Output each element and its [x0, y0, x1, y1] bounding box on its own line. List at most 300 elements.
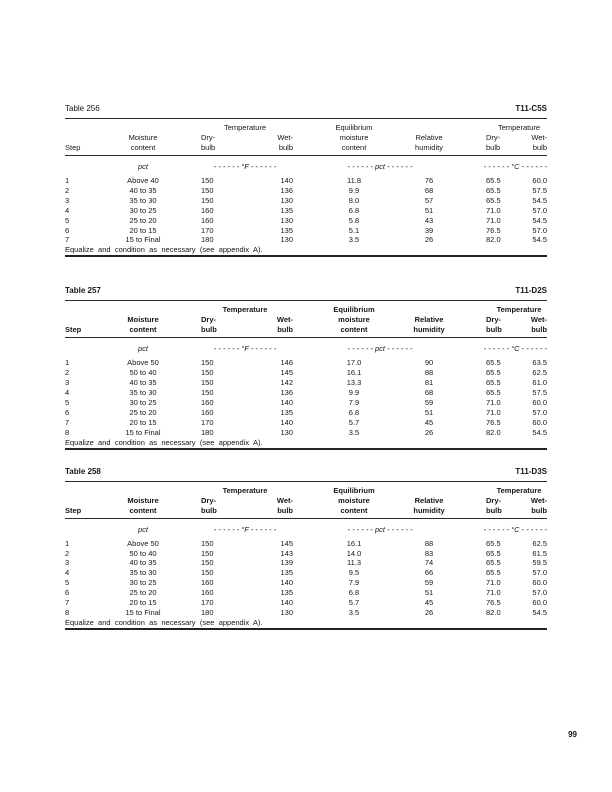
- cell-wet-bulb-f: 145: [280, 538, 294, 548]
- table-row: [65, 368, 547, 378]
- cell-relative-humidity: 39: [424, 225, 434, 235]
- cell-step: 4: [65, 388, 70, 398]
- cell-moisture-content: 15 to Final: [125, 235, 161, 245]
- temperature-f-group-label: Temperature: [222, 305, 268, 315]
- moisture-header-line1: Moisture: [127, 315, 159, 325]
- cell-step: 2: [65, 548, 70, 558]
- cell-wet-bulb-f: 135: [280, 568, 294, 578]
- cell-emc: 6.8: [348, 205, 360, 215]
- cell-dry-bulb-f: 150: [201, 388, 214, 398]
- cell-wet-bulb-c: 63.5: [532, 358, 548, 368]
- cell-wet-bulb-c: 54.5: [532, 427, 548, 437]
- cell-emc: 13.3: [346, 378, 362, 388]
- table-grid: [65, 300, 547, 449]
- relative-humidity-header-line2: humidity: [413, 325, 445, 335]
- cell-relative-humidity: 83: [424, 548, 434, 558]
- drying-schedule-table-256: [65, 104, 547, 257]
- table-row: [65, 578, 547, 588]
- cell-step: 6: [65, 225, 70, 235]
- cell-emc: 3.5: [348, 607, 360, 617]
- dry-bulb-f-header-line2: bulb: [201, 325, 217, 335]
- cell-wet-bulb-c: 60.0: [532, 397, 548, 407]
- cell-step: 5: [65, 397, 70, 407]
- cell-wet-bulb-f: 145: [280, 368, 294, 378]
- cell-dry-bulb-c: 65.5: [486, 538, 501, 548]
- cell-dry-bulb-f: 150: [201, 368, 214, 378]
- cell-wet-bulb-c: 62.5: [532, 538, 548, 548]
- cell-wet-bulb-c: 60.0: [532, 176, 548, 185]
- relative-humidity-header-line1: Relative: [414, 495, 444, 505]
- cell-dry-bulb-c: 65.5: [486, 388, 501, 398]
- cell-emc: 9.9: [348, 185, 360, 195]
- cell-dry-bulb-c: 76.5: [486, 598, 501, 608]
- table-row: [65, 235, 547, 245]
- cell-step: 3: [65, 378, 70, 388]
- table-title: Table 256: [65, 104, 100, 113]
- cell-moisture-content: 15 to Final: [125, 607, 161, 617]
- page-content: [65, 104, 547, 659]
- moisture-header-line2: content: [129, 505, 157, 515]
- cell-dry-bulb-c: 65.5: [486, 568, 501, 578]
- cell-wet-bulb-f: 136: [280, 185, 294, 195]
- cell-dry-bulb-f: 180: [201, 607, 214, 617]
- cell-wet-bulb-f: 135: [280, 205, 294, 215]
- cell-dry-bulb-f: 160: [201, 578, 214, 588]
- cell-step: 7: [65, 598, 70, 608]
- table-row: [65, 549, 547, 559]
- cell-step: 6: [65, 588, 70, 598]
- cell-relative-humidity: 26: [424, 235, 434, 245]
- dry-bulb-c-header-line2: bulb: [486, 143, 501, 152]
- cell-relative-humidity: 51: [424, 407, 434, 417]
- cell-relative-humidity: 76: [424, 176, 434, 185]
- table-title-row: [65, 104, 547, 113]
- table-row: [65, 388, 547, 398]
- cell-emc: 9.9: [348, 388, 360, 398]
- cell-wet-bulb-c: 54.5: [532, 215, 548, 225]
- moisture-header-line1: Moisture: [127, 495, 159, 505]
- cell-dry-bulb-c: 82.0: [486, 427, 501, 437]
- cell-step: 1: [65, 176, 70, 185]
- cell-step: 7: [65, 417, 70, 427]
- units-pct-span: - - - - - - pct - - - - - -: [347, 344, 413, 354]
- table-grid: [65, 481, 547, 630]
- cell-relative-humidity: 66: [424, 568, 434, 578]
- table-row: [65, 226, 547, 236]
- table-footer: [65, 618, 547, 629]
- cell-wet-bulb-f: 130: [280, 215, 294, 225]
- cell-wet-bulb-c: 54.5: [532, 607, 548, 617]
- cell-wet-bulb-f: 140: [280, 578, 294, 588]
- cell-dry-bulb-f: 160: [201, 397, 214, 407]
- moisture-header-line2: content: [130, 143, 156, 152]
- wet-bulb-f-header-line1: Wet-: [276, 495, 294, 505]
- table-grid: [65, 118, 547, 257]
- table-row: [65, 428, 547, 438]
- cell-emc: 3.5: [348, 427, 360, 437]
- cell-relative-humidity: 51: [424, 205, 434, 215]
- cell-wet-bulb-c: 57.0: [532, 225, 548, 235]
- cell-dry-bulb-f: 150: [201, 568, 214, 578]
- cell-emc: 7.9: [348, 397, 360, 407]
- cell-moisture-content: 20 to 15: [129, 598, 157, 608]
- drying-schedule-table-257: [65, 286, 547, 449]
- cell-relative-humidity: 59: [424, 578, 434, 588]
- table-row: [65, 398, 547, 408]
- cell-wet-bulb-c: 54.5: [532, 235, 548, 245]
- cell-wet-bulb-c: 57.0: [532, 588, 548, 598]
- cell-wet-bulb-f: 130: [280, 607, 294, 617]
- cell-wet-bulb-f: 136: [280, 388, 294, 398]
- cell-wet-bulb-f: 130: [280, 235, 294, 245]
- cell-moisture-content: Above 50: [127, 538, 159, 548]
- wet-bulb-c-header-line2: bulb: [531, 325, 548, 335]
- step-header: Step: [65, 325, 82, 335]
- cell-dry-bulb-c: 71.0: [486, 205, 501, 215]
- table-header: [65, 481, 547, 518]
- table-header: [65, 119, 547, 156]
- cell-wet-bulb-c: 62.5: [532, 368, 548, 378]
- table-footer: [65, 245, 547, 256]
- table-row: [65, 588, 547, 598]
- cell-emc: 5.8: [348, 215, 360, 225]
- table-row: [65, 176, 547, 186]
- cell-dry-bulb-f: 180: [201, 427, 214, 437]
- relative-humidity-header-line2: humidity: [413, 505, 445, 515]
- cell-dry-bulb-c: 76.5: [486, 417, 501, 427]
- cell-dry-bulb-f: 170: [201, 598, 214, 608]
- cell-emc: 11.8: [346, 176, 362, 185]
- table-row: [65, 598, 547, 608]
- cell-emc: 5.7: [348, 598, 360, 608]
- cell-moisture-content: 20 to 15: [129, 225, 157, 235]
- cell-step: 2: [65, 368, 70, 378]
- cell-wet-bulb-f: 130: [280, 195, 294, 205]
- cell-dry-bulb-c: 65.5: [486, 558, 501, 568]
- units-row: [65, 156, 547, 177]
- cell-relative-humidity: 59: [424, 397, 434, 407]
- wet-bulb-c-header-line1: Wet-: [530, 315, 548, 325]
- wet-bulb-c-header-line1: Wet-: [530, 495, 548, 505]
- cell-relative-humidity: 57: [424, 195, 434, 205]
- dry-bulb-c-header-line2: bulb: [486, 505, 502, 515]
- cell-moisture-content: 35 to 30: [129, 388, 157, 398]
- cell-wet-bulb-c: 57.0: [532, 407, 548, 417]
- units-fahrenheit: - - - - - - °F - - - - - -: [213, 162, 277, 171]
- cell-wet-bulb-f: 140: [280, 598, 294, 608]
- cell-dry-bulb-f: 160: [201, 407, 214, 417]
- table-row: [65, 568, 547, 578]
- units-celsius: - - - - - - °C - - - - - -: [483, 344, 548, 354]
- units-row: [65, 338, 547, 359]
- cell-moisture-content: 40 to 35: [129, 378, 157, 388]
- cell-dry-bulb-f: 150: [201, 358, 214, 368]
- table-row: [65, 216, 547, 226]
- table-row: [65, 186, 547, 196]
- dry-bulb-f-header-line1: Dry-: [201, 495, 217, 505]
- cell-step: 8: [65, 427, 70, 437]
- cell-relative-humidity: 81: [424, 378, 434, 388]
- cell-relative-humidity: 68: [424, 388, 434, 398]
- wet-bulb-f-header-line1: Wet-: [277, 133, 294, 142]
- cell-emc: 16.1: [346, 368, 362, 378]
- table-title-row: [65, 286, 547, 295]
- cell-moisture-content: 15 to Final: [125, 427, 161, 437]
- cell-dry-bulb-f: 160: [201, 205, 214, 215]
- cell-emc: 8.0: [348, 195, 360, 205]
- cell-dry-bulb-c: 71.0: [486, 215, 501, 225]
- cell-moisture-content: 25 to 20: [129, 407, 157, 417]
- cell-wet-bulb-c: 57.0: [532, 205, 548, 215]
- cell-relative-humidity: 68: [424, 185, 434, 195]
- cell-wet-bulb-c: 60.0: [532, 598, 548, 608]
- cell-moisture-content: 30 to 25: [129, 205, 157, 215]
- cell-dry-bulb-c: 71.0: [486, 397, 501, 407]
- relative-humidity-header-line1: Relative: [415, 133, 443, 142]
- table-row: [65, 378, 547, 388]
- table-row: [65, 558, 547, 568]
- emc-header-line3: content: [340, 325, 368, 335]
- dry-bulb-c-header-line1: Dry-: [486, 133, 501, 142]
- units-pct-span: - - - - - - pct - - - - - -: [347, 162, 413, 171]
- cell-relative-humidity: 43: [424, 215, 434, 225]
- cell-dry-bulb-f: 150: [201, 195, 214, 205]
- table-row: [65, 539, 547, 549]
- cell-step: 5: [65, 215, 70, 225]
- cell-wet-bulb-f: 140: [280, 397, 294, 407]
- cell-relative-humidity: 45: [424, 598, 434, 608]
- units-fahrenheit: - - - - - - °F - - - - - -: [213, 524, 277, 534]
- relative-humidity-header-line2: humidity: [415, 143, 443, 152]
- dry-bulb-f-header-line1: Dry-: [201, 133, 216, 142]
- emc-header-line1: Equilibrium: [333, 305, 375, 315]
- table-body: [65, 539, 547, 618]
- table-code: T11-D2S: [515, 286, 547, 296]
- table-note: Equalize and condition as necessary (see appendix A).: [65, 245, 263, 255]
- wet-bulb-f-header-line2: bulb: [277, 505, 294, 515]
- dry-bulb-c-header-line1: Dry-: [486, 495, 502, 505]
- cell-moisture-content: 40 to 35: [129, 558, 157, 568]
- wet-bulb-f-header-line2: bulb: [277, 325, 294, 335]
- cell-emc: 7.9: [348, 578, 360, 588]
- emc-header-line2: moisture: [338, 315, 370, 325]
- cell-wet-bulb-c: 57.5: [532, 185, 548, 195]
- cell-emc: 3.5: [348, 235, 360, 245]
- cell-dry-bulb-f: 160: [201, 588, 214, 598]
- cell-dry-bulb-f: 170: [201, 417, 214, 427]
- emc-header-line2: moisture: [338, 495, 370, 505]
- dry-bulb-c-header-line2: bulb: [486, 325, 502, 335]
- cell-emc: 9.5: [348, 568, 360, 578]
- cell-wet-bulb-c: 61.0: [532, 378, 548, 388]
- units-celsius: - - - - - - °C - - - - - -: [483, 524, 548, 534]
- step-header: Step: [65, 505, 82, 515]
- cell-wet-bulb-f: 142: [280, 378, 294, 388]
- cell-emc: 14.0: [346, 548, 362, 558]
- cell-wet-bulb-c: 60.0: [532, 417, 548, 427]
- cell-step: 6: [65, 407, 70, 417]
- table-row: [65, 408, 547, 418]
- cell-dry-bulb-f: 150: [201, 176, 214, 185]
- temperature-c-group-label: Temperature: [496, 485, 542, 495]
- page-number: 99: [568, 730, 577, 739]
- emc-header-line2: moisture: [339, 133, 369, 142]
- wet-bulb-c-header-line2: bulb: [531, 505, 548, 515]
- cell-wet-bulb-c: 57.5: [532, 388, 548, 398]
- cell-dry-bulb-c: 65.5: [486, 185, 501, 195]
- cell-wet-bulb-c: 61.5: [532, 548, 548, 558]
- cell-wet-bulb-c: 57.0: [532, 568, 548, 578]
- temperature-f-group-label: Temperature: [222, 485, 268, 495]
- temperature-f-group-label: Temperature: [223, 123, 267, 132]
- cell-moisture-content: 25 to 20: [129, 588, 157, 598]
- cell-moisture-content: Above 40: [127, 176, 159, 185]
- table-title-row: [65, 467, 547, 476]
- cell-wet-bulb-f: 146: [280, 358, 294, 368]
- cell-moisture-content: 25 to 20: [129, 215, 157, 225]
- cell-step: 3: [65, 558, 70, 568]
- cell-dry-bulb-c: 82.0: [486, 607, 501, 617]
- cell-emc: 16.1: [346, 538, 362, 548]
- cell-wet-bulb-c: 54.5: [532, 195, 548, 205]
- cell-emc: 17.0: [346, 358, 362, 368]
- cell-relative-humidity: 90: [424, 358, 434, 368]
- cell-step: 4: [65, 205, 70, 215]
- cell-wet-bulb-f: 135: [280, 588, 294, 598]
- dry-bulb-f-header-line1: Dry-: [201, 315, 217, 325]
- cell-moisture-content: 50 to 40: [129, 368, 157, 378]
- cell-wet-bulb-f: 139: [280, 558, 294, 568]
- table-footer: [65, 438, 547, 449]
- cell-wet-bulb-f: 140: [280, 417, 294, 427]
- cell-dry-bulb-f: 150: [201, 378, 214, 388]
- moisture-header-line2: content: [129, 325, 157, 335]
- cell-relative-humidity: 26: [424, 607, 434, 617]
- cell-wet-bulb-c: 60.0: [532, 578, 548, 588]
- cell-relative-humidity: 88: [424, 538, 434, 548]
- emc-header-line3: content: [341, 143, 367, 152]
- wet-bulb-f-header-line1: Wet-: [276, 315, 294, 325]
- cell-step: 7: [65, 235, 70, 245]
- table-row: [65, 358, 547, 368]
- cell-wet-bulb-c: 59.5: [532, 558, 548, 568]
- cell-dry-bulb-f: 170: [201, 225, 214, 235]
- cell-moisture-content: Above 50: [127, 358, 159, 368]
- cell-wet-bulb-f: 130: [280, 427, 294, 437]
- units-pct: pct: [137, 344, 148, 354]
- temperature-c-group-label: Temperature: [496, 305, 542, 315]
- cell-emc: 6.8: [348, 407, 360, 417]
- dry-bulb-c-header-line1: Dry-: [486, 315, 502, 325]
- table-code: T11-C5S: [515, 104, 547, 113]
- cell-relative-humidity: 26: [424, 427, 434, 437]
- units-celsius: - - - - - - °C - - - - - -: [483, 162, 548, 171]
- table-header: [65, 301, 547, 338]
- cell-moisture-content: 40 to 35: [129, 185, 157, 195]
- cell-dry-bulb-f: 150: [201, 548, 214, 558]
- table-row: [65, 206, 547, 216]
- cell-step: 2: [65, 185, 70, 195]
- units-fahrenheit: - - - - - - °F - - - - - -: [213, 344, 277, 354]
- emc-header-line3: content: [340, 505, 368, 515]
- cell-dry-bulb-c: 82.0: [486, 235, 501, 245]
- cell-moisture-content: 35 to 30: [129, 568, 157, 578]
- wet-bulb-f-header-line2: bulb: [278, 143, 294, 152]
- cell-step: 3: [65, 195, 70, 205]
- drying-schedule-table-258: [65, 467, 547, 630]
- cell-moisture-content: 30 to 25: [129, 397, 157, 407]
- emc-header-line1: Equilibrium: [335, 123, 373, 132]
- cell-dry-bulb-c: 65.5: [486, 195, 501, 205]
- cell-moisture-content: 20 to 15: [129, 417, 157, 427]
- cell-relative-humidity: 45: [424, 417, 434, 427]
- cell-emc: 11.3: [346, 558, 362, 568]
- table-row: [65, 196, 547, 206]
- cell-relative-humidity: 74: [424, 558, 434, 568]
- cell-step: 8: [65, 607, 70, 617]
- cell-wet-bulb-f: 143: [280, 548, 294, 558]
- cell-dry-bulb-c: 71.0: [486, 407, 501, 417]
- cell-dry-bulb-f: 180: [201, 235, 214, 245]
- dry-bulb-f-header-line2: bulb: [201, 143, 216, 152]
- cell-moisture-content: 35 to 30: [129, 195, 157, 205]
- cell-dry-bulb-c: 65.5: [486, 358, 501, 368]
- cell-dry-bulb-f: 150: [201, 185, 214, 195]
- table-note: Equalize and condition as necessary (see appendix A).: [65, 437, 263, 447]
- cell-dry-bulb-c: 71.0: [486, 578, 501, 588]
- cell-dry-bulb-c: 65.5: [486, 176, 501, 185]
- relative-humidity-header-line1: Relative: [414, 315, 444, 325]
- cell-dry-bulb-c: 65.5: [486, 378, 501, 388]
- cell-emc: 6.8: [348, 588, 360, 598]
- table-title: Table 258: [65, 466, 101, 476]
- cell-emc: 5.7: [348, 417, 360, 427]
- cell-dry-bulb-c: 65.5: [486, 548, 501, 558]
- table-row: [65, 418, 547, 428]
- cell-wet-bulb-f: 140: [280, 176, 294, 185]
- table-code: T11-D3S: [515, 466, 547, 476]
- emc-header-line1: Equilibrium: [333, 485, 375, 495]
- units-row: [65, 518, 547, 539]
- cell-wet-bulb-f: 135: [280, 225, 294, 235]
- cell-wet-bulb-f: 135: [280, 407, 294, 417]
- table-body: [65, 176, 547, 245]
- cell-dry-bulb-c: 65.5: [486, 368, 501, 378]
- cell-relative-humidity: 88: [424, 368, 434, 378]
- dry-bulb-f-header-line2: bulb: [201, 505, 217, 515]
- cell-relative-humidity: 51: [424, 588, 434, 598]
- units-pct: pct: [137, 162, 148, 171]
- table-body: [65, 358, 547, 437]
- cell-dry-bulb-f: 160: [201, 215, 214, 225]
- cell-step: 1: [65, 538, 70, 548]
- cell-dry-bulb-c: 71.0: [486, 588, 501, 598]
- cell-moisture-content: 50 to 40: [129, 548, 157, 558]
- cell-emc: 5.1: [348, 225, 360, 235]
- step-header: Step: [65, 143, 81, 152]
- units-pct: pct: [137, 524, 148, 534]
- cell-dry-bulb-c: 76.5: [486, 225, 501, 235]
- cell-dry-bulb-f: 150: [201, 558, 214, 568]
- moisture-header-line1: Moisture: [128, 133, 158, 142]
- temperature-c-group-label: Temperature: [497, 123, 541, 132]
- units-pct-span: - - - - - - pct - - - - - -: [347, 524, 413, 534]
- cell-dry-bulb-f: 150: [201, 538, 214, 548]
- cell-step: 4: [65, 568, 70, 578]
- wet-bulb-c-header-line2: bulb: [532, 143, 548, 152]
- table-row: [65, 608, 547, 618]
- cell-step: 1: [65, 358, 70, 368]
